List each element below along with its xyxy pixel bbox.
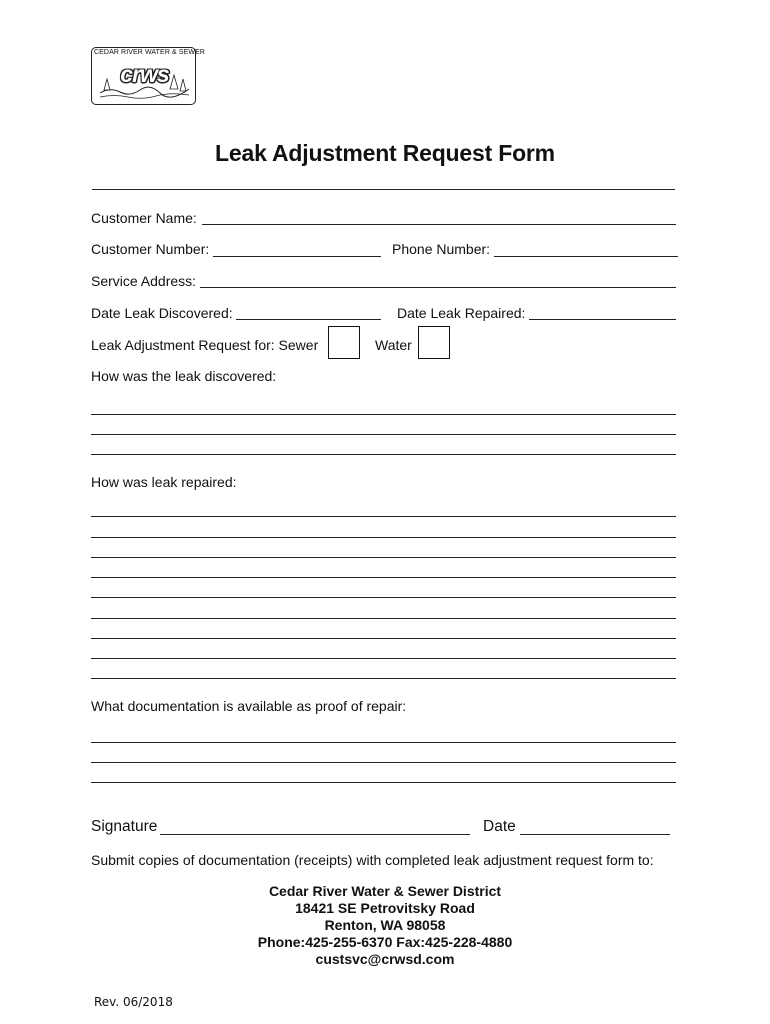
how-repaired-line[interactable] — [91, 597, 676, 598]
address-phone-fax: Phone:425-255-6370 Fax:425-228-4880 — [257, 934, 513, 950]
logo-org-text: CEDAR RIVER WATER & SEWER — [94, 49, 206, 56]
page-title: Leak Adjustment Request Form — [215, 140, 555, 166]
address-district-name: Cedar River Water & Sewer District — [268, 883, 502, 899]
date-discovered-field[interactable] — [236, 319, 381, 320]
signature-field[interactable] — [160, 834, 470, 835]
how-discovered-line[interactable] — [91, 434, 676, 435]
phone-number-label: Phone Number: — [392, 241, 491, 257]
address-city: Renton, WA 98058 — [324, 917, 446, 933]
how-repaired-line[interactable] — [91, 516, 676, 517]
title-divider — [92, 189, 675, 190]
how-discovered-line[interactable] — [91, 454, 676, 455]
logo-mark — [100, 59, 189, 102]
revision-note: Rev. 06/2018 — [94, 995, 173, 1009]
phone-number-field[interactable] — [494, 256, 678, 257]
submit-instructions: Submit copies of documentation (receipts) with completed leak adjustment request form to: — [91, 852, 654, 868]
how-discovered-line[interactable] — [91, 414, 676, 415]
service-address-field[interactable] — [200, 287, 676, 288]
address-street: 18421 SE Petrovitsky Road — [295, 900, 475, 916]
service-address-label: Service Address: — [91, 273, 197, 289]
documentation-label: What documentation is available as proof of repair: — [91, 698, 407, 714]
how-repaired-line[interactable] — [91, 638, 676, 639]
customer-name-label: Customer Name: — [91, 210, 197, 226]
signature-date-field[interactable] — [520, 834, 670, 835]
how-repaired-line[interactable] — [91, 658, 676, 659]
customer-number-label: Customer Number: — [91, 241, 210, 257]
address-block — [0, 883, 770, 968]
how-repaired-line[interactable] — [91, 577, 676, 578]
how-repaired-line[interactable] — [91, 618, 676, 619]
district-logo — [91, 47, 206, 105]
how-discovered-label: How was the leak discovered: — [91, 368, 277, 384]
adjustment-for-label: Leak Adjustment Request for: Sewer — [91, 337, 319, 353]
documentation-line[interactable] — [91, 782, 676, 783]
customer-name-field[interactable] — [202, 224, 676, 225]
date-discovered-label: Date Leak Discovered: — [91, 305, 233, 321]
customer-number-field[interactable] — [213, 256, 381, 257]
how-repaired-line[interactable] — [91, 678, 676, 679]
date-repaired-label: Date Leak Repaired: — [397, 305, 526, 321]
logo-mark-text: crws — [120, 61, 169, 87]
how-repaired-label: How was leak repaired: — [91, 474, 237, 490]
sewer-checkbox[interactable] — [328, 326, 360, 359]
water-checkbox[interactable] — [418, 326, 450, 359]
how-repaired-line[interactable] — [91, 557, 676, 558]
address-email: custsvc@crwsd.com — [315, 951, 455, 967]
documentation-line[interactable] — [91, 742, 676, 743]
water-label: Water — [375, 337, 412, 353]
signature-label: Signature — [91, 818, 158, 835]
how-repaired-line[interactable] — [91, 537, 676, 538]
date-repaired-field[interactable] — [529, 319, 676, 320]
documentation-line[interactable] — [91, 762, 676, 763]
signature-date-label: Date — [483, 818, 516, 835]
